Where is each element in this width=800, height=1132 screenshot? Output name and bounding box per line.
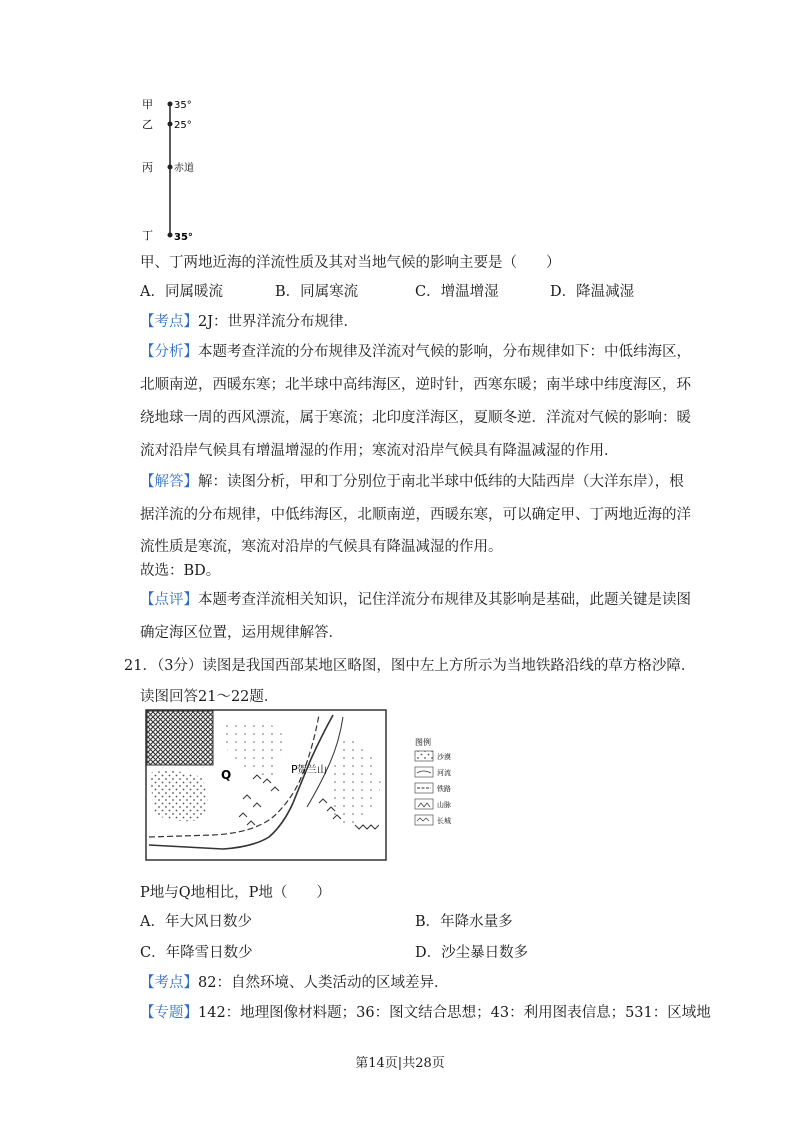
legend-title: 图例 [415, 738, 431, 747]
q21-option-b: B．年降水量多 [415, 914, 513, 930]
q20-option-c: C．增温增湿 [415, 284, 499, 300]
legend-swatch-mountain [415, 799, 433, 809]
map-label-mountain: 贺兰山 [297, 765, 327, 776]
label-jia: 甲 [142, 98, 153, 111]
jieda-text-1: 解：读图分析，甲和丁分别位于南北半球中低纬的大陆西岸（大洋东岸），根 [198, 474, 684, 490]
point-ding [168, 233, 173, 238]
fenxi-text-1: 本题考查洋流的分布规律及洋流对气候的影响，分布规律如下：中低纬海区， [198, 344, 691, 360]
q21-zhuanti-text: 142：地理图像材料题；36：图文结合思想；43：利用图表信息；531：区域地 [198, 1005, 711, 1021]
lat-35n: 35° [174, 100, 192, 111]
q21-kaodian [140, 973, 448, 993]
legend-label-wall: 长城 [437, 817, 451, 825]
q20-answer: 故选：BD。 [140, 563, 221, 579]
q20-fenxi-line-1 [140, 342, 691, 362]
q20-fenxi-line-2: 北顺南逆，西暖东寒；北半球中高纬海区，逆时针，西寒东暖；南半球中纬度海区，环 [140, 377, 691, 393]
q20-fenxi-line-3: 绕地球一周的西风漂流，属于寒流；北印度洋海区，夏顺冬逆．洋流对气候的影响：暖 [140, 410, 691, 426]
pingping-text-1: 本题考查洋流相关知识，记住洋流分布规律及其影响是基础，此题关键是读图 [198, 592, 691, 608]
q20-option-a: A．同属暖流 [140, 284, 223, 300]
kaodian-text: 2J：世界洋流分布规律． [198, 314, 359, 330]
q20-stem: 甲、丁两地近海的洋流性质及其对当地气候的影响主要是（ ） [140, 255, 561, 271]
legend-label-river: 河流 [437, 769, 451, 777]
label-bing: 丙 [142, 161, 153, 174]
latitude-diagram [140, 95, 230, 245]
pingping-tag: 【点评】 [140, 592, 198, 608]
lat-equator: 赤道 [174, 163, 194, 174]
q21-zhuanti [140, 1003, 711, 1023]
q21-kaodian-tag: 【考点】 [140, 975, 198, 991]
q21-option-d: D．沙尘暴日数多 [415, 945, 529, 961]
q20-jieda-line-1 [140, 472, 684, 492]
lat-35s: 35° [174, 232, 193, 243]
desert-area-left [149, 771, 208, 822]
legend-label-mountain: 山脉 [437, 801, 451, 809]
region-map [143, 707, 473, 865]
q20-jieda-line-2: 据洋流的分布规律，中低纬海区，北顺南逆，西暖东寒，可以确定甲、丁两地近海的洋 [140, 507, 691, 523]
label-yi: 乙 [142, 118, 153, 131]
q20-option-d: D．降温减湿 [550, 284, 635, 300]
q20-pingping-line-2: 确定海区位置，运用规律解答． [140, 625, 343, 641]
lat-25n: 25° [174, 120, 192, 131]
q20-kaodian [140, 312, 358, 332]
page-footer: 第14页|共28页 [355, 1056, 445, 1071]
legend-label-desert: 沙漠 [437, 753, 451, 761]
q20-fenxi-line-4: 流对沿岸气候具有增温增湿的作用；寒流对沿岸气候具有降温减湿的作用． [140, 443, 619, 459]
q21-header [124, 656, 695, 676]
q21-number: 21． [124, 658, 157, 674]
q20-jieda-line-3: 流性质是寒流，寒流对沿岸的气候具有降温减湿的作用。 [140, 539, 503, 555]
legend-label-railway: 铁路 [437, 785, 451, 793]
legend-swatch-desert [415, 751, 433, 761]
legend-swatch-river [415, 767, 433, 777]
q21-zhuanti-tag: 【专题】 [140, 1005, 198, 1021]
map-label-p: P [291, 763, 298, 776]
q21-kaodian-text: 82：自然环境、人类活动的区域差异． [198, 975, 449, 991]
straw-checkerboard-inset [147, 711, 213, 765]
point-bing [168, 165, 173, 170]
q21-option-a: A．年大风日数少 [140, 914, 252, 930]
kaodian-tag: 【考点】 [140, 314, 198, 330]
q21-text-2: 读图回答21～22题． [140, 689, 279, 705]
q20-option-b: B．同属寒流 [275, 284, 359, 300]
point-yi [168, 122, 173, 127]
point-jia [168, 102, 173, 107]
q21-text-1: （3分）读图是我国西部某地区略图，图中左上方所示为当地铁路沿线的草方格沙障． [156, 658, 696, 674]
jieda-tag: 【解答】 [140, 474, 198, 490]
fenxi-tag: 【分析】 [140, 344, 198, 360]
q21-stem: P地与Q地相比，P地（ ） [140, 885, 331, 901]
q21-option-c: C．年降雪日数少 [140, 945, 253, 961]
label-ding: 丁 [142, 229, 153, 242]
q20-pingping-line-1 [140, 590, 691, 610]
map-label-q: Q [221, 768, 232, 782]
